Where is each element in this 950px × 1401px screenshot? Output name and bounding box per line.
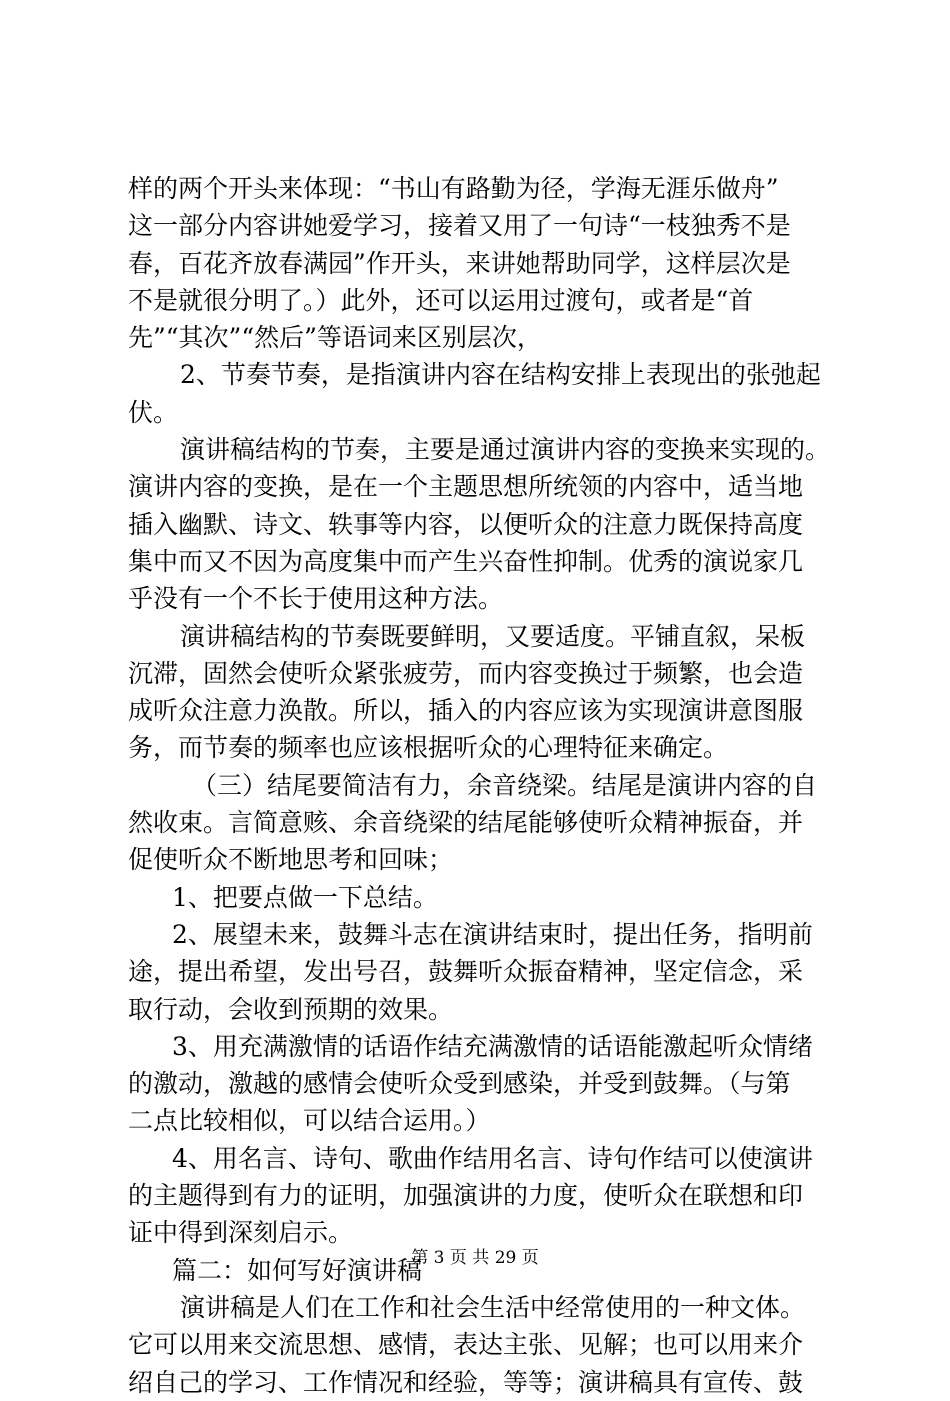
- document-body: [128, 170, 830, 1401]
- text-line: 集中而又不因为高度集中而产生兴奋性抑制。优秀的演说家几: [128, 546, 804, 576]
- text-line: 的主题得到有力的证明，加强演讲的力度，使听众在联想和印: [128, 1181, 804, 1211]
- text-line: 它可以用来交流思想、感情，表达主张、见解；也可以用来介: [128, 1330, 804, 1360]
- paragraph-start: 演讲稿结构的节奏，主要是通过演讲内容的变换来实现的。: [180, 435, 831, 465]
- paragraph-start: 演讲稿是人们在工作和社会生活中经常使用的一种文体。: [180, 1292, 806, 1322]
- text-line: 务，而节奏的频率也应该根据听众的心理特征来确定。: [128, 733, 729, 763]
- paragraph-start: 4、用名言、诗句、歌曲作结用名言、诗句作结可以使演讲: [172, 1143, 813, 1173]
- text-line: 成听众注意力涣散。所以，插入的内容应该为实现演讲意图服: [128, 696, 804, 726]
- text-line: 促使听众不断地思考和回味；: [128, 845, 454, 875]
- section-heading-line: （三）结尾要简洁有力，余音绕梁。结尾是演讲内容的自: [192, 770, 818, 800]
- text-line: 春，百花齐放春满园”作开头，来讲她帮助同学，这样层次是: [128, 248, 791, 278]
- text-line: 先”“其次”“然后”等语词来区别层次，: [128, 323, 542, 353]
- text-line: 不是就很分明了。）此外，还可以运用过渡句，或者是“首: [128, 285, 754, 315]
- text-line: 沉滞，固然会使听众紧张疲劳，而内容变换过于频繁，也会造: [128, 658, 804, 688]
- paragraph-start: 1、把要点做一下总结。: [172, 882, 438, 912]
- text-line: 这一部分内容讲她爱学习，接着又用了一句诗“一枝独秀不是: [128, 211, 791, 241]
- page-number-footer: 第 3 页 共 29 页: [411, 1248, 539, 1268]
- paragraph-start: 3、用充满激情的话语作结充满激情的话语能激起听众情绪: [172, 1031, 813, 1061]
- paragraph-start: 2、展望未来，鼓舞斗志在演讲结束时，提出任务，指明前: [172, 919, 813, 949]
- text-line: 二点比较相似，可以结合运用。）: [128, 1106, 491, 1136]
- section-title: 篇二：如何写好演讲稿: [172, 1255, 423, 1285]
- text-line: 伏。: [128, 397, 179, 427]
- paragraph-start: 演讲稿结构的节奏既要鲜明，又要适度。平铺直叙，呆板: [180, 621, 806, 651]
- text-line: 插入幽默、诗文、轶事等内容，以便听众的注意力既保持高度: [128, 509, 804, 539]
- text-line: 绍自己的学习、工作情况和经验，等等；演讲稿具有宣传、鼓: [128, 1367, 804, 1397]
- text-line: 证中得到深刻启示。: [128, 1218, 354, 1248]
- paragraph-start: 2、节奏节奏，是指演讲内容在结构安排上表现出的张弛起: [180, 360, 821, 390]
- text-line: 的激动，激越的感情会使听众受到感染，并受到鼓舞。（与第: [128, 1069, 791, 1099]
- text-line: 途，提出希望，发出号召，鼓舞听众振奋精神，坚定信念，采: [128, 957, 804, 987]
- text-line: 取行动，会收到预期的效果。: [128, 994, 454, 1024]
- text-line: 乎没有一个不长于使用这种方法。: [128, 584, 504, 614]
- text-line: 样的两个开头来体现：“书山有路勤为径，学海无涯乐做舟”: [128, 174, 779, 203]
- text-line: 然收束。言简意赅、余音绕梁的结尾能够使听众精神振奋，并: [128, 808, 804, 838]
- text-line: 演讲内容的变换，是在一个主题思想所统领的内容中，适当地: [128, 472, 804, 502]
